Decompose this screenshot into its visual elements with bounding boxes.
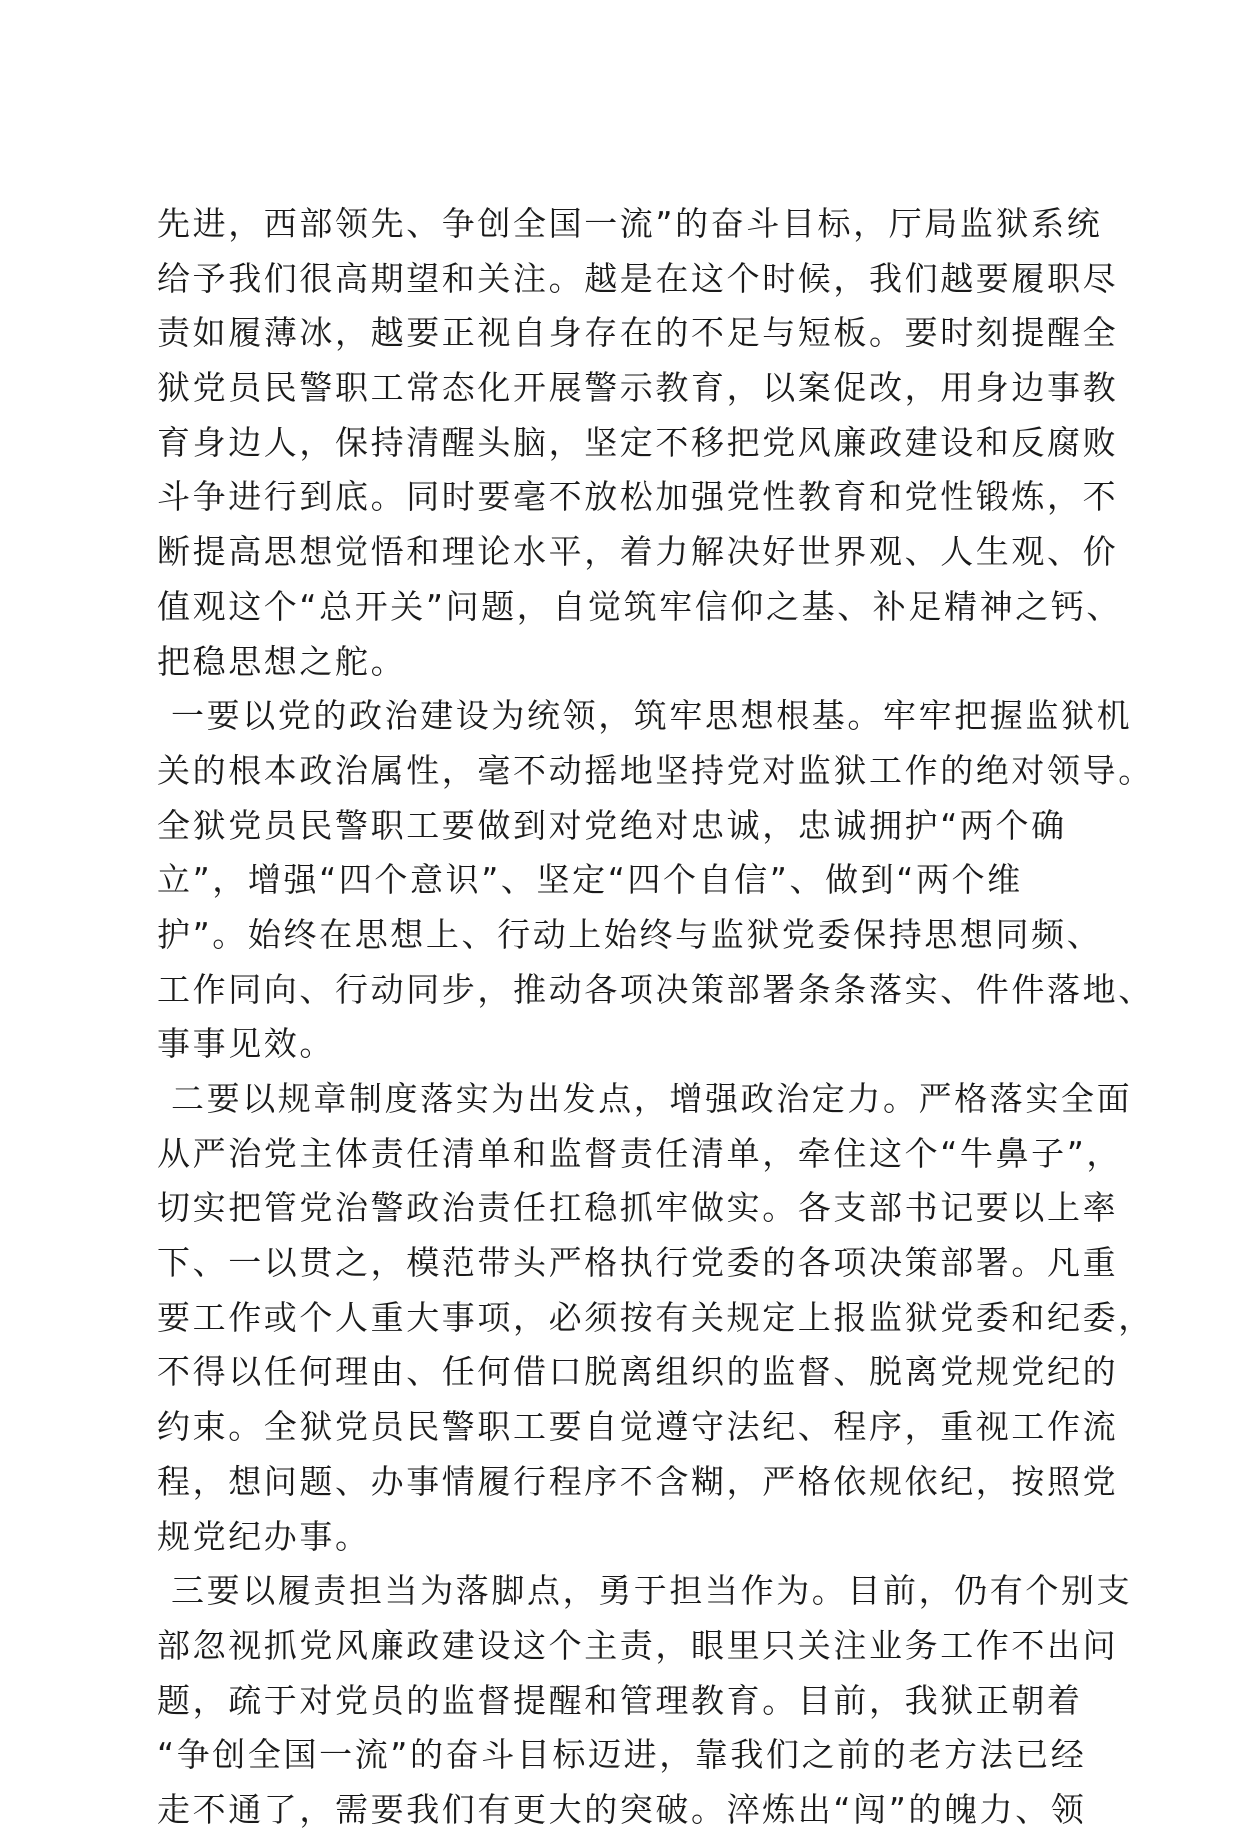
text-line: 责如履薄冰，越要正视自身存在的不足与短板。要时刻提醒全 — [157, 313, 1119, 353]
text-line: 断提高思想觉悟和理论水平，着力解决好世界观、人生观、价 — [157, 532, 1119, 572]
text-line: 立”，增强“四个意识”、坚定“四个自信”、做到“两个维 — [157, 860, 1023, 900]
text-line: 狱党员民警职工常态化开展警示教育，以案促改，用身边事教 — [157, 368, 1119, 408]
text-line: 二要以规章制度落实为出发点，增强政治定力。严格落实全面 — [171, 1079, 1133, 1118]
text-line: 切实把管党治警政治责任扛稳抓牢做实。各支部书记要以上率 — [157, 1188, 1119, 1228]
text-line: 工作同向、行动同步，推动各项决策部署条条落实、件件落地、 — [157, 969, 1154, 1009]
text-line: 给予我们很高期望和关注。越是在这个时候，我们越要履职尽 — [157, 258, 1119, 298]
text-line: 规党纪办事。 — [157, 1516, 371, 1556]
text-line: 把稳思想之舵。 — [157, 641, 407, 681]
text-line: 值观这个“总开关”问题，自觉筑牢信仰之基、补足精神之钙、 — [157, 586, 1122, 626]
text-line: 三要以履责担当为落脚点，勇于担当作为。目前，仍有个别支 — [171, 1571, 1133, 1611]
text-line: “争创全国一流”的奋斗目标迈进，靠我们之前的老方法已经 — [157, 1735, 1087, 1775]
paragraph-intro — [157, 197, 1122, 689]
text-line: 斗争进行到底。同时要毫不放松加强党性教育和党性锻炼，不 — [157, 477, 1119, 517]
text-line: 护”。始终在思想上、行动上始终与监狱党委保持思想同频、 — [157, 914, 1103, 954]
text-line: 从严治党主体责任清单和监督责任清单，牵住这个“牛鼻子”， — [157, 1133, 1122, 1173]
text-line: 先进，西部领先、争创全国一流”的奋斗目标，厅局监狱系统 — [157, 204, 1103, 243]
text-line: 事事见效。 — [157, 1024, 335, 1064]
text-line: 全狱党员民警职工要做到对党绝对忠诚，忠诚拥护“两个确 — [157, 805, 1067, 845]
text-line: 不得以任何理由、任何借口脱离组织的监督、脱离党规党纪的 — [157, 1352, 1119, 1392]
text-line: 约束。全狱党员民警职工要自觉遵守法纪、程序，重视工作流 — [157, 1407, 1119, 1447]
paragraph-point-two — [157, 1072, 1154, 1564]
text-line: 部忽视抓党风廉政建设这个主责，眼里只关注业务工作不出问 — [157, 1625, 1119, 1665]
body-text — [157, 197, 1154, 1838]
text-line: 走不通了，需要我们有更大的突破。淬炼出“闯”的魄力、领 — [157, 1789, 1087, 1829]
paragraph-point-three — [157, 1564, 1133, 1837]
text-line: 要工作或个人重大事项，必须按有关规定上报监狱党委和纪委， — [157, 1297, 1154, 1337]
text-line: 育身边人，保持清醒头脑，坚定不移把党风廉政建设和反腐败 — [157, 422, 1119, 462]
text-line: 一要以党的政治建设为统领，筑牢思想根基。牢牢把握监狱机 — [171, 696, 1133, 736]
text-line: 题，疏于对党员的监督提醒和管理教育。目前，我狱正朝着 — [157, 1680, 1083, 1720]
text-line: 关的根本政治属性，毫不动摇地坚持党对监狱工作的绝对领导。 — [157, 750, 1154, 790]
text-line: 程，想问题、办事情履行程序不含糊，严格依规依纪，按照党 — [157, 1461, 1119, 1501]
text-line: 下、一以贯之，模范带头严格执行党委的各项决策部署。凡重 — [157, 1243, 1119, 1283]
paragraph-point-one — [157, 689, 1154, 1072]
